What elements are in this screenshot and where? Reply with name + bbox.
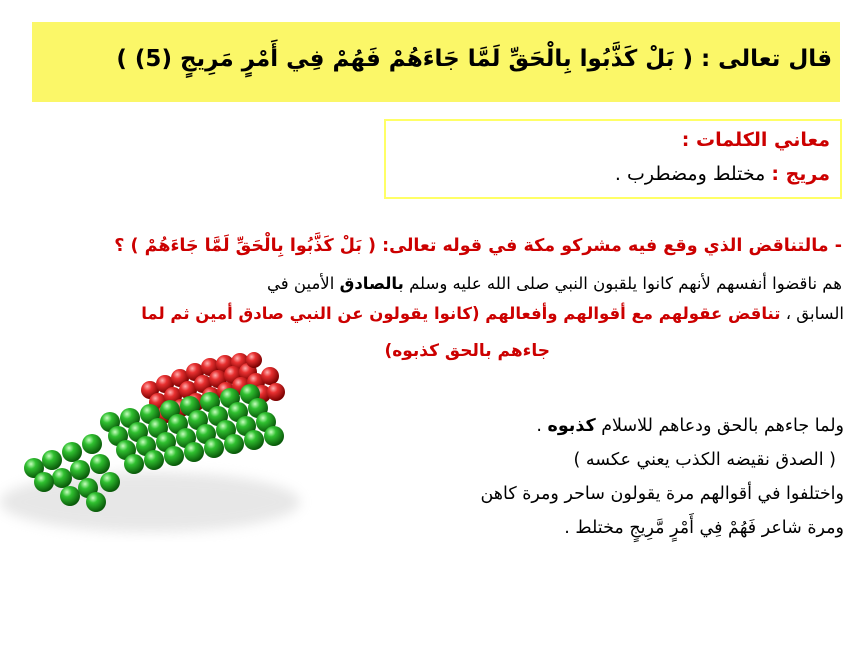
green-ball: [52, 468, 72, 488]
answer-line-1: [267, 274, 842, 293]
body-line-1-bold: كذبوه: [547, 416, 596, 436]
green-ball: [264, 426, 284, 446]
red-ball: [246, 352, 262, 368]
body-line-3: واختلفوا في أقوالهم مرة يقولون ساحر ومرة كاهن: [480, 484, 844, 504]
green-ball: [184, 442, 204, 462]
answer-line-2: [141, 304, 844, 323]
vocabulary-box: [384, 119, 842, 199]
body-line-4: ومرة شاعر فَهُمْ فِي أَمْرٍ مَّرِيجٍ مختلط .: [564, 518, 844, 538]
green-ball: [100, 472, 120, 492]
vocabulary-entry: [615, 163, 830, 185]
vocabulary-word: مريج :: [771, 163, 830, 185]
green-ball: [62, 442, 82, 462]
green-ball: [70, 460, 90, 480]
answer-line-1-a: هم ناقضوا أنفسهم لأنهم كانوا يلقبون النبي صلى الله عليه وسلم: [403, 274, 842, 293]
answer-line-2-red: تناقض عقولهم مع أقوالهم وأفعالهم (كانوا يقولون عن النبي صادق أمين ثم لما: [141, 304, 781, 323]
red-green-ball-arrows-icon: [0, 352, 330, 542]
green-ball: [244, 430, 264, 450]
vocabulary-meaning: مختلط ومضطرب .: [614, 163, 772, 185]
green-ball: [164, 446, 184, 466]
green-ball: [86, 492, 106, 512]
green-ball: [42, 450, 62, 470]
answer-line-2-a: السابق ،: [780, 304, 844, 323]
green-ball: [204, 438, 224, 458]
body-line-1-b: .: [536, 416, 548, 436]
answer-line-3: جاءهم بالحق كذبوه): [384, 341, 550, 361]
red-ball: [261, 367, 279, 385]
green-ball: [82, 434, 102, 454]
body-line-1: [536, 416, 844, 436]
answer-line-1-b: الأمين في: [267, 274, 340, 293]
header-verse: قال تعالى : ( بَلْ كَذَّبُوا بِالْحَقِّ لَمَّا جَاءَهُمْ فَهُمْ فِي أَمْرٍ مَرِيجٍ (5) ): [116, 46, 832, 72]
question-text: - مالتناقض الذي وقع فيه مشركو مكة في قوله تعالى: ( بَلْ كَذَّبُوا بِالْحَقِّ لَمَّا جَاءَهُمْ ) ؟: [114, 236, 842, 256]
green-ball: [34, 472, 54, 492]
body-line-1-a: ولما جاءهم بالحق ودعاهم للاسلام: [595, 416, 844, 436]
body-line-2: ( الصدق نقيضه الكذب يعني عكسه ): [573, 450, 836, 470]
green-ball: [124, 454, 144, 474]
vocabulary-title: معاني الكلمات :: [681, 129, 830, 151]
answer-line-1-bold: بالصادق: [339, 274, 404, 293]
green-ball: [90, 454, 110, 474]
green-ball: [144, 450, 164, 470]
red-ball: [267, 383, 285, 401]
green-ball: [60, 486, 80, 506]
green-ball: [224, 434, 244, 454]
header-banner: [32, 22, 840, 102]
